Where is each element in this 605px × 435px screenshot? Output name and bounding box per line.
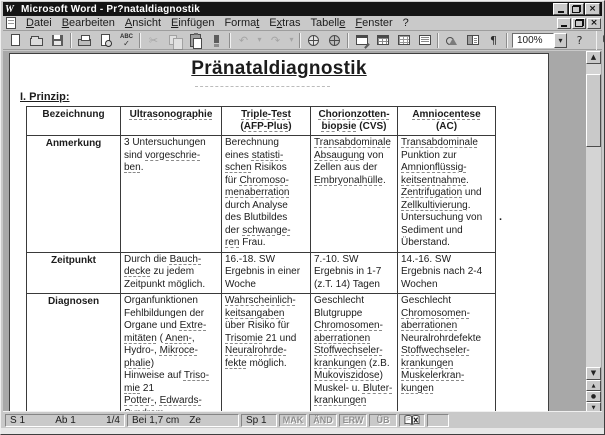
misspelled-word[interactable]: Edwards- xyxy=(159,395,202,406)
status-filler xyxy=(451,414,600,427)
print-icon xyxy=(78,39,91,46)
double-arrow-down-icon: ▼ xyxy=(591,404,596,411)
show-paragraph-marks-button[interactable] xyxy=(483,32,504,49)
column-header[interactable] xyxy=(121,107,222,136)
table-header-row xyxy=(27,107,496,136)
misspelled-word[interactable]: krankungen xyxy=(314,357,367,369)
insert-hyperlink-button[interactable] xyxy=(303,32,324,49)
close-button[interactable] xyxy=(585,3,600,15)
row-label[interactable]: Diagnosen xyxy=(27,294,121,414)
document-icon[interactable] xyxy=(6,17,16,29)
spelling-icon: ABC ✓ xyxy=(120,33,133,48)
spelling-button[interactable] xyxy=(116,32,137,49)
vertical-scrollbar xyxy=(586,51,601,413)
bottom-strip xyxy=(1,428,604,434)
web-toolbar-button[interactable] xyxy=(324,32,345,49)
menu-tabelle[interactable]: Tabelle xyxy=(310,17,346,29)
menu-extras[interactable]: Extras xyxy=(269,17,301,29)
misspelled-word[interactable]: schen xyxy=(225,162,252,173)
misspelled-word[interactable]: Trisomie xyxy=(225,332,263,344)
misspelled-word[interactable]: ben xyxy=(124,162,141,173)
table-cell[interactable]: Berechnung eines statisti- schen Risikos für Chromoso- menaberration durch Analyse des Blutbildes der schwange- ren Frau. xyxy=(222,136,311,253)
misspelled-word[interactable]: Chromoso- xyxy=(239,174,289,186)
misspelled-word[interactable]: fekte xyxy=(225,357,247,369)
toolbar-separator xyxy=(506,33,508,48)
cut-button xyxy=(143,32,164,49)
redo-icon: ↷ xyxy=(270,33,281,47)
misspelled-word[interactable]: Stoffwechseler- xyxy=(401,345,470,356)
table-cell[interactable]: Organfunktionen Fehlbildungen der Organe und Extre- mitäten ( Anen-, Hydro-, Mikroce- phalie) Hinweise auf Triso- mie 21 Potter-, Edwards- xyxy=(121,294,222,414)
doc-minimize-icon xyxy=(561,25,567,27)
status-bar xyxy=(3,411,602,428)
insert-table-button[interactable] xyxy=(372,32,393,49)
misspelled-word[interactable]: mie xyxy=(124,382,141,394)
status-indicator-erw[interactable]: ERW xyxy=(339,414,367,427)
tables-and-borders-button[interactable] xyxy=(351,32,372,49)
column-header[interactable]: Chorionzotten- biopsie (CVS) xyxy=(311,107,398,136)
save-button[interactable] xyxy=(47,32,68,49)
toolbar-separator xyxy=(229,33,231,48)
table-body xyxy=(27,136,496,414)
toolbar-separator xyxy=(347,33,349,48)
table-cell[interactable]: 16.-18. SW Ergebnis in einer Woche xyxy=(222,252,311,294)
misspelled-word[interactable]: mitäten xyxy=(124,332,157,344)
misspelled-word[interactable]: Muskelerkran- xyxy=(401,370,465,381)
misspelled-word[interactable]: AFP-Plus xyxy=(243,121,289,132)
menu-datei[interactable]: Datei xyxy=(26,17,52,29)
misspelled-word[interactable]: Extre- xyxy=(179,320,207,331)
redo-dropdown-icon: ▾ xyxy=(289,35,294,44)
misspelled-word[interactable]: Chorionzotten- xyxy=(318,109,390,120)
format-painter-button[interactable] xyxy=(206,32,227,49)
doc-close-button[interactable] xyxy=(587,18,601,29)
toolbar-separator xyxy=(139,33,141,48)
doc-minimize-button[interactable] xyxy=(557,18,571,29)
column-header[interactable]: Bezeichnung xyxy=(27,107,121,136)
insert-excel-worksheet-icon xyxy=(398,35,410,45)
misspelled-word[interactable]: Mukoviszidose xyxy=(314,370,380,381)
misspelled-word[interactable]: schwange- xyxy=(242,224,291,236)
drawing-icon xyxy=(446,36,457,45)
misspelled-word[interactable]: Anen- xyxy=(165,332,192,344)
misspelled-word[interactable]: Amniocentese xyxy=(412,109,481,120)
status-page: S 1 xyxy=(10,414,26,426)
misspelled-word[interactable]: vorgeschrie- xyxy=(145,149,201,161)
misspelled-word[interactable]: Zentrifugation xyxy=(401,187,463,198)
misspelled-word[interactable]: Triple-Test xyxy=(241,109,291,120)
cut-icon: ✂ xyxy=(148,33,159,47)
undo-dropdown-button xyxy=(254,32,265,49)
menu-bearbeiten[interactable]: Bearbeiten xyxy=(61,17,115,29)
faint-artifact-line xyxy=(195,86,330,87)
misspelled-word[interactable]: Chromosomen- xyxy=(314,320,383,331)
zoom-control xyxy=(512,33,567,48)
close-icon: × xyxy=(588,3,597,14)
doc-restore-icon xyxy=(575,19,584,27)
misspelled-word[interactable]: Embryonalhülle xyxy=(314,174,383,186)
columns-icon xyxy=(419,35,431,45)
redo-dropdown-button xyxy=(286,32,297,49)
status-indicators xyxy=(279,414,397,427)
toolbar-separator xyxy=(70,33,72,48)
open-button[interactable] xyxy=(26,32,47,49)
table-cell[interactable]: 7.-10. SW Ergebnis in 1-7 (z.T. 14) Tagen xyxy=(311,252,398,294)
doc-restore-button[interactable] xyxy=(572,18,586,29)
misspelled-word[interactable]: ren xyxy=(225,237,240,248)
misspelled-word[interactable]: aberrationen xyxy=(314,332,371,344)
misspelled-word[interactable]: Bluter- xyxy=(362,382,393,394)
misspelled-word[interactable]: Chromosomen- xyxy=(401,307,470,319)
status-line: Ze xyxy=(189,414,201,426)
help-button[interactable] xyxy=(569,32,590,49)
row-label[interactable]: Zeitpunkt xyxy=(27,252,121,294)
save-icon xyxy=(52,35,63,46)
toolbar-separator xyxy=(299,33,301,48)
misspelled-word[interactable]: Neuralrohrde- xyxy=(225,345,287,356)
show-paragraph-marks-icon: ¶ xyxy=(490,33,497,47)
toolbar-separator xyxy=(437,33,439,48)
document-map-button[interactable] xyxy=(462,32,483,49)
misspelled-word[interactable]: keitsangaben xyxy=(225,307,285,319)
document-title[interactable]: Pränataldiagnostik xyxy=(191,58,367,79)
menu-fenster[interactable]: Fenster xyxy=(355,17,393,29)
new-document-button[interactable] xyxy=(5,32,26,49)
misspelled-word[interactable]: Transabdominale xyxy=(401,137,478,148)
status-empty-box xyxy=(427,414,449,427)
misspelled-word[interactable]: Transabdominale xyxy=(314,137,391,148)
column-header[interactable]: Triple-Test (AFP-Plus) xyxy=(222,107,311,136)
window-title: Microsoft Word - Pr?nataldiagnostik xyxy=(21,3,201,15)
undo-dropdown-icon: ▾ xyxy=(257,35,262,44)
menu-ansicht[interactable]: Ansicht xyxy=(124,17,162,29)
undo-button xyxy=(233,32,254,49)
word-logo-icon: W xyxy=(5,3,14,15)
menu-einfgen[interactable]: Einfügen xyxy=(171,17,215,29)
addin-toolbar xyxy=(596,31,605,50)
print-preview-icon xyxy=(101,34,110,46)
document-area xyxy=(3,51,602,413)
print-preview-button[interactable] xyxy=(95,32,116,49)
column-header[interactable]: Amniocentese (AC) xyxy=(398,107,496,136)
zoom-dropdown-button[interactable]: ▾ xyxy=(554,33,567,48)
table-cell[interactable]: 3 Untersuchungen sind vorgeschrie- ben. xyxy=(121,136,222,253)
prinzip-table[interactable] xyxy=(26,106,496,413)
web-toolbar-icon xyxy=(329,35,340,46)
paste-icon xyxy=(190,34,201,47)
table-cell[interactable]: Transabdominale Punktion zur Amnionflüssig- keitsentnahme. Zentrifugation und Zellkultivierung. Untersuchung von Sediment und Überstand. xyxy=(398,136,496,253)
table-cell[interactable]: Geschlecht Chromosomen- aberrationen Neuralrohrdefekte Stoffwechseler- krankungen Muskelerkran- kungen xyxy=(398,294,496,414)
document-map-icon xyxy=(467,35,479,45)
arrow-up-icon: ▲ xyxy=(590,53,597,61)
misspelled-word[interactable]: Zellkultivierung xyxy=(401,199,468,211)
toolbar-groups xyxy=(5,32,590,49)
table-cell[interactable]: Geschlecht Blutgruppe Chromosomen- aberrationen Stoffwechseler- krankungen (z.B. Mukoviszidose) Muskel- u. Bluter- krankungen xyxy=(311,294,398,414)
status-indicator-nd[interactable]: ÄND xyxy=(309,414,337,427)
browse-previous-button[interactable] xyxy=(586,380,601,391)
scroll-down-button[interactable] xyxy=(586,367,601,380)
browse-ball-icon: ● xyxy=(590,393,597,400)
misspelled-word[interactable]: kungen xyxy=(401,382,434,394)
spelling-status-button[interactable] xyxy=(399,414,425,427)
status-page-of: 1/4 xyxy=(106,414,120,426)
misspelled-word[interactable]: keitsentnahme xyxy=(401,174,467,186)
drawing-button[interactable] xyxy=(441,32,462,49)
menu-bar xyxy=(3,16,602,31)
table-cell[interactable]: Wahrscheinlich- keitsangaben über Risiko für Trisomie 21 und Neuralrohrde- fekte möglich. xyxy=(222,294,311,414)
insert-excel-worksheet-button[interactable] xyxy=(393,32,414,49)
addin-button[interactable] xyxy=(597,32,605,49)
status-indicator-mak[interactable]: MAK xyxy=(279,414,307,427)
status-indicator-b[interactable]: ÜB xyxy=(369,414,397,427)
new-document-icon xyxy=(11,34,20,46)
table-cell[interactable]: Durch die Bauch- decke zu jedem Zeitpunkt möglich. xyxy=(121,252,222,294)
minimize-button[interactable] xyxy=(553,3,568,15)
copy-button xyxy=(164,32,185,49)
restore-icon xyxy=(572,5,581,13)
misspelled-word[interactable]: Absaugung xyxy=(314,149,365,161)
status-column: Sp 1 xyxy=(246,414,267,426)
status-section: Ab 1 xyxy=(55,414,76,426)
open-icon xyxy=(30,38,43,46)
table-row xyxy=(27,294,496,414)
zoom-value[interactable]: 100% xyxy=(512,33,554,48)
columns-button[interactable] xyxy=(414,32,435,49)
insert-hyperlink-icon xyxy=(308,35,319,46)
misspelled-word[interactable]: krankungen xyxy=(401,357,454,369)
misspelled-word[interactable]: decke xyxy=(124,266,151,277)
menu-format[interactable]: Format xyxy=(224,17,260,29)
misspelled-word[interactable]: Triso- xyxy=(183,370,210,381)
arrow-down-icon: ▼ xyxy=(590,369,597,377)
row-label[interactable]: Anmerkung xyxy=(27,136,121,253)
insert-table-icon xyxy=(377,35,389,45)
undo-icon: ↶ xyxy=(238,33,249,47)
print-button[interactable] xyxy=(74,32,95,49)
stray-period[interactable]: . xyxy=(499,211,503,223)
misspelled-word[interactable]: Potter- xyxy=(124,395,155,406)
help-icon: ? xyxy=(576,33,583,47)
table-cell[interactable]: Transabdominale Absaugung von Zellen aus der Embryonalhülle. xyxy=(311,136,398,253)
misspelled-word[interactable]: Ultrasonographie xyxy=(129,109,213,120)
section-heading[interactable]: I. Prinzip: xyxy=(20,91,70,103)
scroll-up-button[interactable] xyxy=(586,51,601,64)
table-cell[interactable]: 14.-16. SW Ergebnis nach 2-4 Wochen xyxy=(398,252,496,294)
spelling-book-icon xyxy=(404,414,420,426)
redo-button xyxy=(265,32,286,49)
misspelled-word[interactable]: Bauch- xyxy=(169,253,202,265)
misspelled-word[interactable]: biopsie xyxy=(321,121,357,132)
select-browse-object-button[interactable] xyxy=(586,391,601,402)
misspelled-word[interactable]: menaberration xyxy=(225,187,290,198)
misspelled-word[interactable]: statisti- xyxy=(251,149,284,161)
table-row xyxy=(27,252,496,294)
document-page[interactable] xyxy=(9,53,549,413)
misspelled-word[interactable]: Mikroce- xyxy=(159,345,198,356)
title-bar[interactable] xyxy=(3,2,602,16)
menu-items xyxy=(21,16,414,30)
copy-icon xyxy=(169,35,177,45)
paste-button[interactable] xyxy=(185,32,206,49)
standard-toolbar xyxy=(3,31,602,50)
format-painter-icon xyxy=(214,35,219,43)
misspelled-word[interactable]: Stoffwechseler- xyxy=(314,345,383,356)
tables-and-borders-icon xyxy=(356,35,368,45)
table-row xyxy=(27,136,496,253)
scrollbar-thumb[interactable] xyxy=(586,74,601,147)
misspelled-word[interactable]: phalie xyxy=(124,357,151,369)
restore-button[interactable] xyxy=(569,3,584,15)
status-position: Bei 1,7 cm xyxy=(132,414,180,426)
misspelled-word[interactable]: Wahrscheinlich- xyxy=(225,295,296,306)
double-arrow-up-icon: ▲ xyxy=(591,382,596,389)
minimize-icon xyxy=(558,11,564,13)
table-head xyxy=(27,107,496,136)
misspelled-word[interactable]: aberrationen xyxy=(401,320,458,331)
misspelled-word[interactable]: Amnionflüssig- xyxy=(401,162,467,173)
menu-?[interactable]: ? xyxy=(402,17,409,29)
doc-close-icon: × xyxy=(590,17,598,28)
misspelled-word[interactable]: krankungen xyxy=(314,395,367,406)
